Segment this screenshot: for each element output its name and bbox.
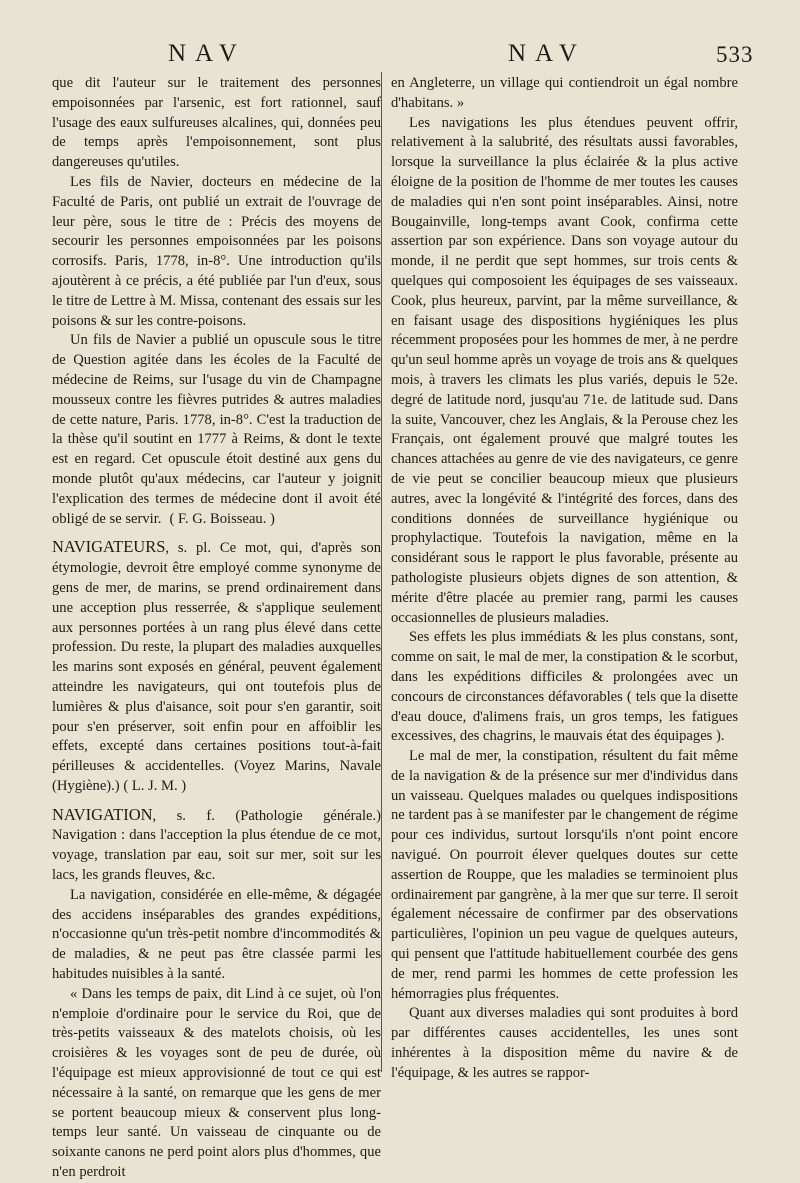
- paragraph: « Dans les temps de paix, dit Lind à ce sujet, où l'on n'emploie d'ordinaire pour le service du Roi, que de très-petits vaisseaux & des matelots choisis, où les croisières & les voyages sont de peu de durée, où l'équipage est mieux approvisionné de tout ce qui est nécessaire à la santé, on remarque que les gens de mer se portent beaucoup mieux & conservent plus long-temps leur santé. Un vaisseau de cinquante ou de soixante canons ne perd point alors plus d'hommes, que n'en perdroit: [52, 985, 381, 1181]
- paragraph: Les fils de Navier, docteurs en médecine de la Faculté de Paris, ont publié un extrait de l'ouvrage de leur père, sous le titre de : Précis des moyens de secourir les personnes empoisonnées par les poisons corrosifs. Paris, 1778, in-8°. Une introduction qu'ils ajoutèrent à ce précis, a été publiée par l'un d'eux, sous le titre de Lettre à M. Missa, contenant des essais sur les poisons & sur les contre-poisons.: [52, 173, 381, 329]
- right-column: [391, 74, 738, 1084]
- dictionary-entry: [52, 805, 381, 886]
- paragraph: Quant aux diverses maladies qui sont produites à bord par différentes causes accidentelles, les unes sont inhérentes à la disposition même du navire & de l'équipage, & les autres se rappor-: [391, 1005, 738, 1081]
- paragraph-text: Un fils de Navier a publié un opuscule sous le titre de Question agitée dans les écoles de la Faculté de médecine de Reims, sur l'usage du vin de Champagne mousseux contre les fièvres putrides & autres maladies de cette nature, Paris. 1778, in-8°. C'est la traduction de la thèse qu'il soutint en 1777 à Reims, & dont le texte est en regard. Cet opuscule étoit destiné aux gens du monde plutôt qu'aux médecins, car l'auteur y joignit l'explication des termes de médecine dont il avoit été obligé de se servir.: [52, 332, 381, 527]
- column-divider: [381, 72, 382, 1072]
- paragraph: Le mal de mer, la constipation, résultent du fait même de la navigation & de la présence sur mer d'individus dans un vaisseau. Quelques malades ou quelques indispositions ne tardent pas à se manifester par le changement de régime pour ces individus, surtout lorsqu'ils n'ont point encore navigué. On pourroit élever quelques doutes sur cette assertion de Rouppe, que les maladies se terminoient plus ordinairement par gangrène, à la mer que sur terre. Il seroit également nécessaire de confirmer par des observations particulières, l'opinion un peu vague de quelques auteurs, qui pensent que l'attitude habituellement courbée des gens de mer, rend parmi les hommes de cette profession les hémorragies plus fréquentes.: [391, 748, 738, 1002]
- page-number: 533: [716, 42, 754, 67]
- paragraph: Les navigations les plus étendues peuvent offrir, relativement à la salubrité, des résultats aussi favorables, lorsque la surveillance la plus éclairée & la plus active éloigne de la position de l'homme de mer toutes les causes de maladies qui n'en sont point inséparables. Ainsi, notre Bougainville, long-temps avant Cook, confirma cette assertion par son expérience. Dans son voyage autour du monde, il ne perdit que sept hommes, sur trois cents & quelques qui composoient les équipages de ses vaisseaux. Cook, plus heureux, parvint, par la même surveillance, & en faisant usage des dispositions hygiéniques les plus récemment proposées pour les hommes de mer, à ne perdre qu'un seul homme après un voyage de trois ans & quelques mois, à travers les climats les plus variés, depuis le 52e. degré de latitude nord, jusqu'au 71e. de latitude sud. Dans la suite, Vancouver, chez les Anglais, & la Perouse chez les Français, ont également prouvé que malgré toutes les chances attachées au genre de vie des navigateurs, ce genre de vie peut se concilier beaucoup mieux que plusieurs autres, avec la longévité & l'intégrité des forces, dans des conditions données de surveillance hygiénique ou prophylactique. Toutefois la navigation, même en la considérant sous le rapport le plus favorable, présente au pathologiste plusieurs objets dignes de son attention, & mérite d'être placée au premier rang, parmi les causes occasionnelles de plusieurs maladies.: [391, 114, 738, 626]
- dictionary-entry: [52, 537, 381, 796]
- running-header: [0, 40, 800, 76]
- paragraph: [52, 331, 381, 529]
- entry-text: , s. pl. Ce mot, qui, d'après son étymologie, devroit être employé comme synonyme de gens de mer, de marins, se prend ordinairement dans une acception plus resserrée, & s'applique seulement aux personnes portées à un rang plus élevé dans cette profession. Du reste, la plupart des maladies auxquelles les marins sont exposés en général, peuvent également atteindre les navigateurs, qui ont toutefois plus de lumières & plus d'aisance, soit pour s'en garantir, soit pour s'en préserver, soit enfin pour en affoiblir les effets, excepté dans certaines positions tout-à-fait périlleuses & accidentelles. (Voyez Marins, Navale (Hygiène).) ( L. J. M. ): [52, 540, 381, 794]
- header-left-title: NAV: [168, 40, 246, 67]
- entry-text: , s. f. (Pathologie générale.) Navigation : dans l'acception la plus étendue de ce mot, voyage, translation par eau, soit sur mer, soit sur les lacs, les grands fleuves, &c.: [52, 807, 381, 884]
- paragraph: que dit l'auteur sur le traitement des personnes empoisonnées par l'arsenic, est fort rationnel, sauf l'usage des eaux sulfureuses alcalines, qui, données peu de temps après l'empoisonnement, sont plus dangereuses qu'utiles.: [52, 75, 381, 171]
- paragraph: Ses effets les plus immédiats & les plus constans, sont, comme on sait, le mal de mer, la constipation & le scorbut, dans les expéditions difficiles & prolongées avec un concours de circonstances défavorables ( tels que la disette d'eau douce, d'alimens frais, un gros temps, les fatigues excessives, des chagrins, le mauvais état des équipages ).: [391, 629, 738, 745]
- left-column: [52, 74, 381, 1183]
- entry-headword: NAVIGATION: [52, 804, 153, 824]
- entry-headword: NAVIGATEURS: [52, 537, 166, 557]
- header-right-title: NAV: [508, 40, 586, 67]
- paragraph: La navigation, considérée en elle-même, & dégagée des accidens inséparables des grandes expéditions, n'occasionne qu'un très-petit nombre d'incommodités & de maladies, & ne peut pas être classée parmi les habitudes nuisibles à la santé.: [52, 886, 381, 983]
- paragraph: en Angleterre, un village qui contiendroit un égal nombre d'habitans. »: [391, 75, 738, 111]
- author-signature: ( F. G. Boisseau. ): [169, 510, 275, 527]
